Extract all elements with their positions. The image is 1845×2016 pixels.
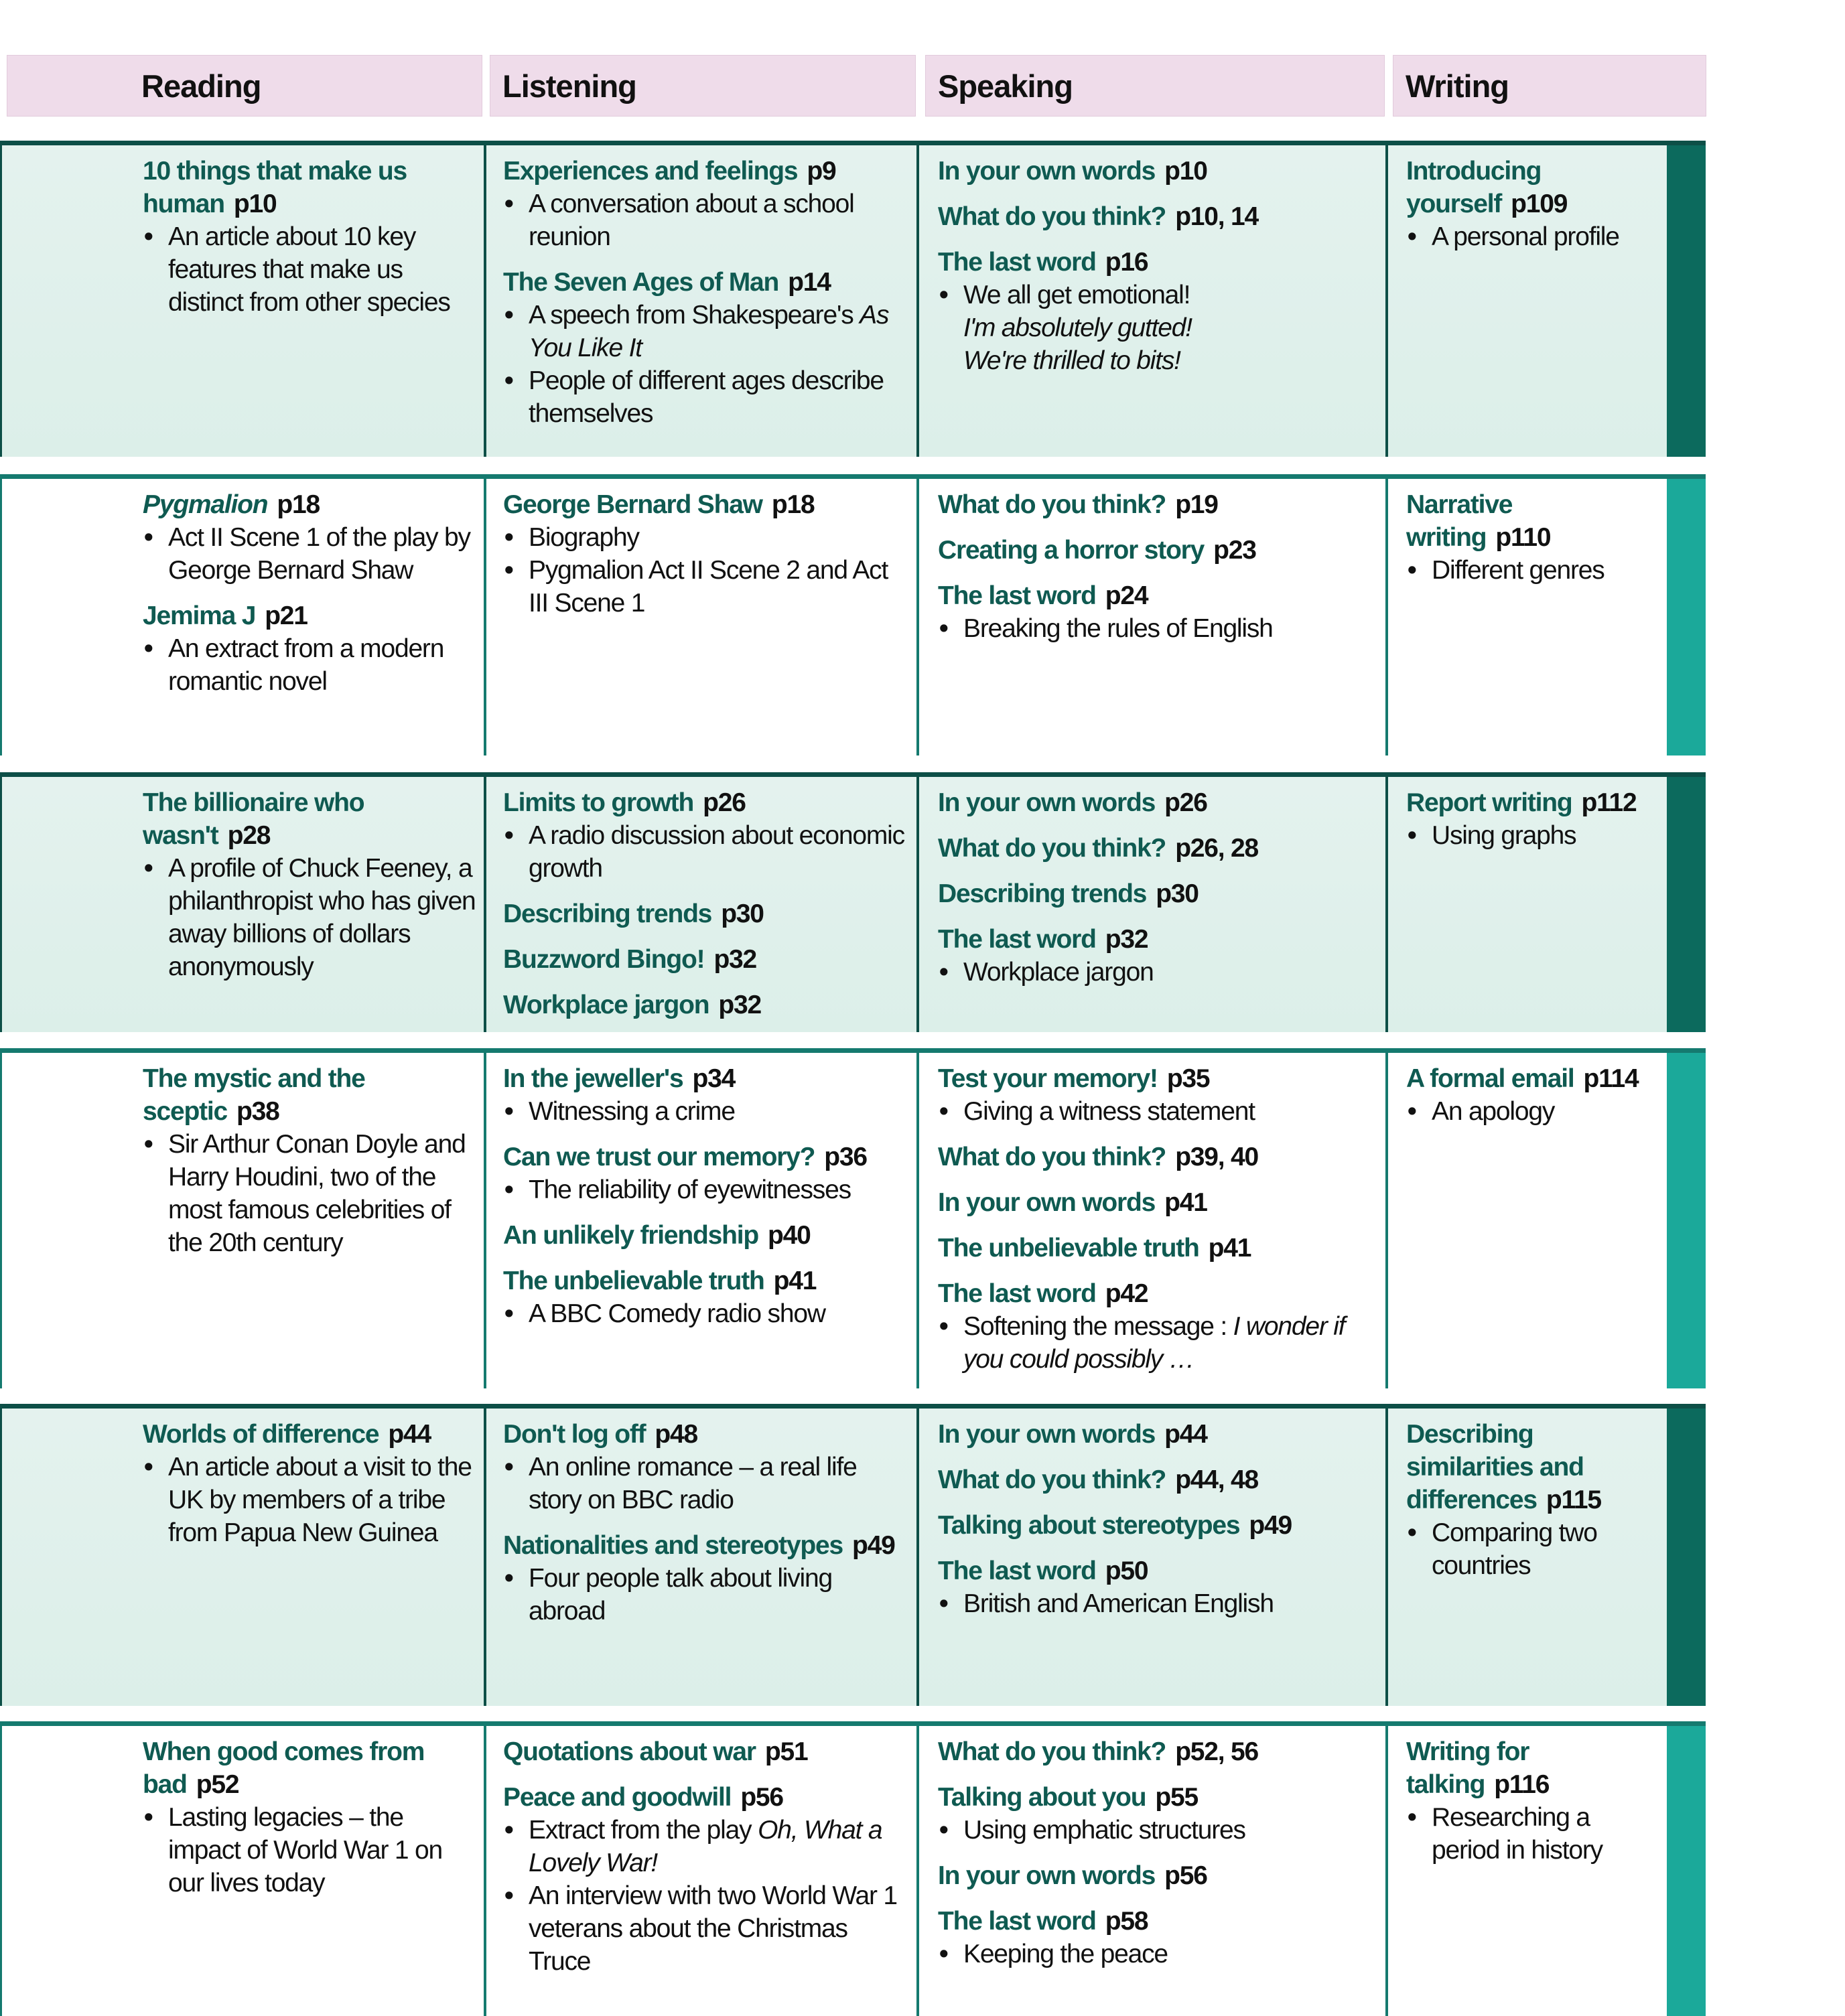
bullet-item: [503, 1814, 912, 1879]
column-divider: [916, 479, 919, 755]
bullet-item: [503, 1451, 912, 1516]
lesson-title: A formal email: [1406, 1064, 1574, 1093]
writing-cell: [1406, 155, 1661, 266]
unit-row-1: [0, 141, 1706, 457]
writing-cell: [1406, 1735, 1661, 1879]
writing-cell: [1406, 786, 1661, 865]
bullet-italic-text: I wonder if you could possibly …: [963, 1312, 1345, 1374]
bullet-item: [143, 632, 478, 698]
header-speaking: [925, 55, 1385, 117]
lesson-entry: [938, 1186, 1380, 1219]
speaking-cell: [938, 1418, 1380, 1633]
lesson-title: The last word: [938, 248, 1096, 277]
lesson-entry: [503, 1781, 912, 1978]
lesson-entry: [938, 1905, 1380, 1970]
lesson-title: Introducing yourself: [1406, 157, 1542, 218]
lesson-title: Jemima J: [143, 601, 256, 630]
lesson-entry: [938, 786, 1380, 819]
lesson-entry: [1406, 1062, 1661, 1128]
bullet-text: British and American English: [963, 1589, 1274, 1618]
page-reference: p39, 40: [1175, 1143, 1259, 1171]
page-reference: p19: [1175, 490, 1218, 519]
reading-cell: [143, 1062, 478, 1272]
lesson-title: The unbelievable truth: [503, 1267, 764, 1295]
reading-cell: [143, 1418, 478, 1562]
listening-cell: [503, 1418, 912, 1640]
lesson-entry: [503, 1735, 912, 1768]
bullet-item: [938, 1814, 1380, 1847]
unit-row-2: [0, 474, 1706, 755]
header-reading: [7, 55, 482, 117]
writing-cell: [1406, 1062, 1661, 1141]
lesson-title: The last word: [938, 1557, 1096, 1585]
bullet-italic-text: As You Like It: [529, 301, 889, 362]
bullet-text: Comparing two countries: [1432, 1518, 1597, 1580]
lesson-entry: [503, 1265, 912, 1330]
lesson-title: Talking about stereotypes: [938, 1511, 1240, 1540]
lesson-title: Nationalities and stereotypes: [503, 1531, 843, 1560]
column-divider: [1385, 1409, 1388, 1706]
unit-color-tab: [1667, 1409, 1706, 1706]
lesson-title: What do you think?: [938, 202, 1166, 231]
unit-color-tab: [1667, 479, 1706, 755]
lesson-entry: [503, 943, 912, 976]
page-reference: p41: [1208, 1234, 1251, 1263]
lesson-title: The last word: [938, 1907, 1096, 1936]
lesson-title: Creating a horror story: [938, 536, 1205, 565]
writing-cell: [1406, 488, 1661, 599]
listening-cell: [503, 786, 912, 1034]
page-reference: p23: [1213, 536, 1256, 565]
bullet-text: Giving a witness statement: [963, 1097, 1255, 1126]
lesson-title: Limits to growth: [503, 788, 694, 817]
lesson-title: In your own words: [938, 788, 1156, 817]
page-reference: p32: [718, 991, 761, 1019]
lesson-title: The unbelievable truth: [938, 1234, 1199, 1263]
lesson-entry: [1406, 155, 1661, 253]
page-reference: p24: [1105, 581, 1148, 610]
page-reference: p48: [655, 1420, 698, 1449]
column-divider: [484, 145, 486, 457]
lesson-entry: [938, 200, 1380, 233]
column-divider: [484, 479, 486, 755]
bullet-text: A BBC Comedy radio show: [529, 1299, 825, 1328]
bullet-item: [503, 1562, 912, 1628]
bullet-item: [143, 1801, 478, 1899]
lesson-title: What do you think?: [938, 1465, 1166, 1494]
page-reference: p50: [1105, 1557, 1148, 1585]
bullet-item: [503, 364, 912, 430]
page-reference: p32: [1105, 925, 1148, 954]
header-writing-label: Writing: [1406, 68, 1509, 104]
page-reference: p116: [1494, 1770, 1550, 1799]
lesson-entry: [143, 786, 478, 983]
page-reference: p26: [1164, 788, 1207, 817]
page-reference: p10: [1164, 157, 1207, 186]
lesson-title: In your own words: [938, 1861, 1156, 1890]
lesson-entry: [143, 599, 478, 698]
page-reference: p40: [768, 1221, 811, 1250]
page-reference: p49: [852, 1531, 895, 1560]
bullet-text: Breaking the rules of English: [963, 614, 1273, 643]
bullet-text: A personal profile: [1432, 222, 1619, 251]
bullet-text: An extract from a modern romantic novel: [168, 634, 444, 696]
bullet-item: [503, 1879, 912, 1978]
lesson-entry: [503, 786, 912, 885]
header-writing: [1393, 55, 1706, 117]
page-reference: p52: [196, 1770, 239, 1799]
bullet-item: [503, 299, 912, 364]
lesson-entry: [938, 1062, 1380, 1128]
lesson-entry: [938, 832, 1380, 865]
lesson-entry: [503, 989, 912, 1021]
unit-row-4: [0, 1048, 1706, 1388]
speaking-cell: [938, 1062, 1380, 1388]
page-reference: p56: [740, 1783, 783, 1812]
bullet-item: [938, 279, 1380, 311]
lesson-entry: [938, 1555, 1380, 1620]
lesson-entry: [938, 1232, 1380, 1265]
unit-color-tab: [1667, 1053, 1706, 1388]
lesson-entry: [503, 1219, 912, 1252]
listening-cell: [503, 1062, 912, 1343]
bullet-text: An article about a visit to the UK by members of a tribe from Papua New Guinea: [168, 1453, 472, 1547]
listening-cell: [503, 488, 912, 632]
page-reference: p26: [703, 788, 746, 817]
lesson-title: An unlikely friendship: [503, 1221, 758, 1250]
bullet-text: Biography: [529, 523, 639, 552]
speaking-cell: [938, 786, 1380, 1001]
lesson-title: Can we trust our memory?: [503, 1143, 815, 1171]
bullet-item: [143, 521, 478, 587]
header-speaking-label: Speaking: [938, 68, 1073, 104]
lesson-title: In your own words: [938, 1188, 1156, 1217]
lesson-entry: [938, 1859, 1380, 1892]
bullet-item: [503, 1173, 912, 1206]
page-reference: p44: [388, 1420, 431, 1449]
bullet-text: A speech from Shakespeare's: [529, 301, 853, 330]
lesson-entry: [938, 1277, 1380, 1376]
page-reference: p21: [265, 601, 308, 630]
lesson-entry: [938, 1141, 1380, 1173]
bullet-text: Pygmalion Act II Scene 2 and Act III Scene 1: [529, 556, 888, 618]
page-reference: p51: [764, 1737, 808, 1766]
bullet-item: [143, 220, 478, 319]
lesson-title: In the jeweller's: [503, 1064, 683, 1093]
page-reference: p28: [227, 821, 271, 850]
bullet-text: Keeping the peace: [963, 1940, 1168, 1968]
lesson-entry: [938, 534, 1380, 567]
bullet-item: [503, 1095, 912, 1128]
page-reference: p56: [1164, 1861, 1207, 1890]
lesson-title: Pygmalion: [143, 490, 268, 519]
bullet-item: [1406, 1095, 1661, 1128]
page-reference: p41: [773, 1267, 817, 1295]
bullet-text: An apology: [1432, 1097, 1555, 1126]
lesson-title: What do you think?: [938, 490, 1166, 519]
bullet-text: Act II Scene 1 of the play by George Bernard Shaw: [168, 523, 470, 585]
listening-cell: [503, 1735, 912, 1991]
column-divider: [484, 1409, 486, 1706]
lesson-entry: [938, 1418, 1380, 1451]
column-divider: [1385, 1053, 1388, 1388]
lesson-title: Describing similarities and differences: [1406, 1420, 1584, 1514]
bullet-text: Workplace jargon: [963, 958, 1154, 987]
lesson-title: The Seven Ages of Man: [503, 268, 779, 297]
bullet-item: [1406, 220, 1661, 253]
lesson-title: In your own words: [938, 1420, 1156, 1449]
unit-row-6: [0, 1721, 1706, 2016]
lesson-entry: [938, 579, 1380, 645]
page-reference: p49: [1249, 1511, 1292, 1540]
lesson-title: Talking about you: [938, 1783, 1146, 1812]
lesson-title: Writing for talking: [1406, 1737, 1529, 1799]
column-divider: [1385, 145, 1388, 457]
bullet-text: Witnessing a crime: [529, 1097, 735, 1126]
lesson-entry: [503, 1062, 912, 1128]
listening-cell: [503, 155, 912, 443]
bullet-text: A profile of Chuck Feeney, a philanthropist who has given away billions of dollars anonymously: [168, 854, 476, 981]
lesson-entry: [143, 155, 478, 319]
page-reference: p14: [788, 268, 831, 297]
bullet-item: [938, 956, 1380, 989]
page-reference: p35: [1166, 1064, 1210, 1093]
page-reference: p10, 14: [1175, 202, 1259, 231]
column-divider: [916, 145, 919, 457]
lesson-entry: [503, 897, 912, 930]
page-reference: p30: [721, 899, 764, 928]
example-phrase: I'm absolutely gutted!: [963, 313, 1192, 342]
bullet-text: We all get emotional!: [963, 281, 1190, 309]
lesson-title: Narrative writing: [1406, 490, 1513, 552]
lesson-entry: [503, 1418, 912, 1516]
page-reference: p42: [1105, 1279, 1148, 1308]
page-reference: p36: [824, 1143, 867, 1171]
lesson-entry: [503, 266, 912, 430]
reading-cell: [143, 488, 478, 711]
bullet-text: An online romance – a real life story on BBC radio: [529, 1453, 857, 1514]
lesson-entry: [143, 1418, 478, 1549]
column-divider: [916, 1726, 919, 2016]
bullet-item: [143, 1451, 478, 1549]
bullet-item: [503, 819, 912, 885]
lesson-title: Test your memory!: [938, 1064, 1158, 1093]
column-divider: [916, 1409, 919, 1706]
bullet-text: Extract from the play: [529, 1816, 752, 1845]
bullet-item: [938, 1587, 1380, 1620]
lesson-entry: [503, 488, 912, 620]
page-reference: p18: [771, 490, 815, 519]
lesson-title: What do you think?: [938, 834, 1166, 863]
column-divider: [1385, 1726, 1388, 2016]
bullet-text: Using emphatic structures: [963, 1816, 1245, 1845]
column-divider: [484, 1726, 486, 2016]
bullet-item: [143, 1128, 478, 1259]
page-reference: p44, 48: [1175, 1465, 1259, 1494]
lesson-entry: [938, 1509, 1380, 1542]
lesson-title: The last word: [938, 581, 1096, 610]
bullet-text: A conversation about a school reunion: [529, 190, 854, 251]
page-reference: p52, 56: [1175, 1737, 1259, 1766]
lesson-title: Peace and goodwill: [503, 1783, 732, 1812]
lesson-entry: [503, 1141, 912, 1206]
bullet-item: [503, 521, 912, 554]
lesson-entry: [938, 1735, 1380, 1768]
page-reference: p34: [692, 1064, 736, 1093]
page-reference: p109: [1511, 190, 1568, 218]
bullet-text: A radio discussion about economic growth: [529, 821, 904, 883]
page-reference: p16: [1105, 248, 1148, 277]
lesson-entry: [938, 1463, 1380, 1496]
page-reference: p112: [1581, 788, 1637, 817]
page-reference: p32: [713, 945, 757, 974]
lesson-title: Don't log off: [503, 1420, 646, 1449]
lesson-title: The last word: [938, 1279, 1096, 1308]
bullet-item: [143, 852, 478, 983]
lesson-title: Report writing: [1406, 788, 1572, 817]
reading-cell: [143, 155, 478, 332]
lesson-entry: [1406, 1418, 1661, 1582]
lesson-entry: [503, 155, 912, 253]
unit-row-3: [0, 772, 1706, 1032]
speaking-cell: [938, 488, 1380, 658]
example-phrase: We're thrilled to bits!: [963, 346, 1180, 375]
lesson-entry: [1406, 1735, 1661, 1867]
bullet-item: [938, 1310, 1380, 1376]
column-divider: [484, 1053, 486, 1388]
page-reference: p10: [233, 190, 277, 218]
page-reference: p30: [1156, 879, 1199, 908]
unit-color-tab: [1667, 777, 1706, 1032]
bullet-item: [938, 1938, 1380, 1970]
lesson-entry: [938, 877, 1380, 910]
bullet-item: [1406, 1801, 1661, 1867]
lesson-title: George Bernard Shaw: [503, 490, 762, 519]
page-reference: p55: [1155, 1783, 1198, 1812]
bullet-item: [1406, 1516, 1661, 1582]
reading-cell: [143, 1735, 478, 1912]
lesson-title: The mystic and the sceptic: [143, 1064, 365, 1126]
bullet-text: An article about 10 key features that make us distinct from other species: [168, 222, 450, 317]
page-reference: p115: [1546, 1486, 1601, 1514]
lesson-title: The billionaire who wasn't: [143, 788, 364, 850]
page-reference: p26, 28: [1175, 834, 1259, 863]
bullet-text: Four people talk about living abroad: [529, 1564, 833, 1626]
lesson-title: Describing trends: [503, 899, 712, 928]
bullet-item: [503, 188, 912, 253]
unit-row-5: [0, 1404, 1706, 1706]
lesson-title: The last word: [938, 925, 1096, 954]
unit-color-tab: [1667, 1726, 1706, 2016]
lesson-entry: [938, 1781, 1380, 1847]
lesson-title: Worlds of difference: [143, 1420, 379, 1449]
lesson-entry: [503, 1529, 912, 1628]
header-reading-label: Reading: [141, 68, 261, 104]
bullet-text: People of different ages describe themselves: [529, 366, 884, 428]
bullet-text: Softening the message :: [963, 1312, 1227, 1341]
lesson-title: Buzzword Bingo!: [503, 945, 705, 974]
bullet-item: [503, 1297, 912, 1330]
writing-cell: [1406, 1418, 1661, 1595]
lesson-title: What do you think?: [938, 1143, 1166, 1171]
bullet-item: [1406, 554, 1661, 587]
bullet-text: An interview with two World War 1 veterans about the Christmas Truce: [529, 1881, 897, 1976]
reading-cell: [143, 786, 478, 996]
speaking-cell: [938, 155, 1380, 390]
page-reference: p44: [1164, 1420, 1207, 1449]
bullet-text: The reliability of eyewitnesses: [529, 1175, 851, 1204]
lesson-entry: [143, 488, 478, 587]
page-reference: p110: [1495, 523, 1551, 552]
lesson-title: Describing trends: [938, 879, 1147, 908]
lesson-entry: [1406, 786, 1661, 852]
bullet-text: Different genres: [1432, 556, 1604, 585]
column-divider: [1385, 777, 1388, 1032]
bullet-text: Sir Arthur Conan Doyle and Harry Houdini, two of the most famous celebrities of the 20th century: [168, 1130, 466, 1257]
column-divider: [916, 1053, 919, 1388]
page-reference: p18: [277, 490, 320, 519]
lesson-title: What do you think?: [938, 1737, 1166, 1766]
lesson-entry: [1406, 488, 1661, 587]
lesson-entry: [938, 246, 1380, 377]
page-reference: p58: [1105, 1907, 1148, 1936]
lesson-title: Workplace jargon: [503, 991, 709, 1019]
page-reference: p114: [1583, 1064, 1639, 1093]
lesson-title: When good comes from bad: [143, 1737, 425, 1799]
column-divider: [484, 777, 486, 1032]
bullet-italic-text: Oh, What a Lovely War!: [529, 1816, 882, 1877]
bullet-item: [938, 612, 1380, 645]
lesson-title: Quotations about war: [503, 1737, 756, 1766]
bullet-text: Using graphs: [1432, 821, 1576, 850]
lesson-title: 10 things that make us human: [143, 157, 407, 218]
bullet-item: [1406, 819, 1661, 852]
lesson-title: Experiences and feelings: [503, 157, 798, 186]
bullet-text: Researching a period in history: [1432, 1803, 1602, 1865]
speaking-cell: [938, 1735, 1380, 1983]
bullet-item: [503, 554, 912, 620]
header-listening: [490, 55, 916, 117]
bullet-text: Lasting legacies – the impact of World War 1 on our lives today: [168, 1803, 443, 1897]
lesson-entry: [143, 1062, 478, 1259]
header-listening-label: Listening: [502, 68, 636, 104]
column-divider: [1385, 479, 1388, 755]
page-reference: p41: [1164, 1188, 1207, 1217]
page-reference: p38: [236, 1097, 279, 1126]
lesson-title: In your own words: [938, 157, 1156, 186]
bullet-item: [938, 1095, 1380, 1128]
unit-color-tab: [1667, 145, 1706, 457]
lesson-entry: [143, 1735, 478, 1899]
lesson-entry: [938, 155, 1380, 188]
page-reference: p9: [807, 157, 836, 186]
lesson-entry: [938, 923, 1380, 989]
column-divider: [916, 777, 919, 1032]
lesson-entry: [938, 488, 1380, 521]
